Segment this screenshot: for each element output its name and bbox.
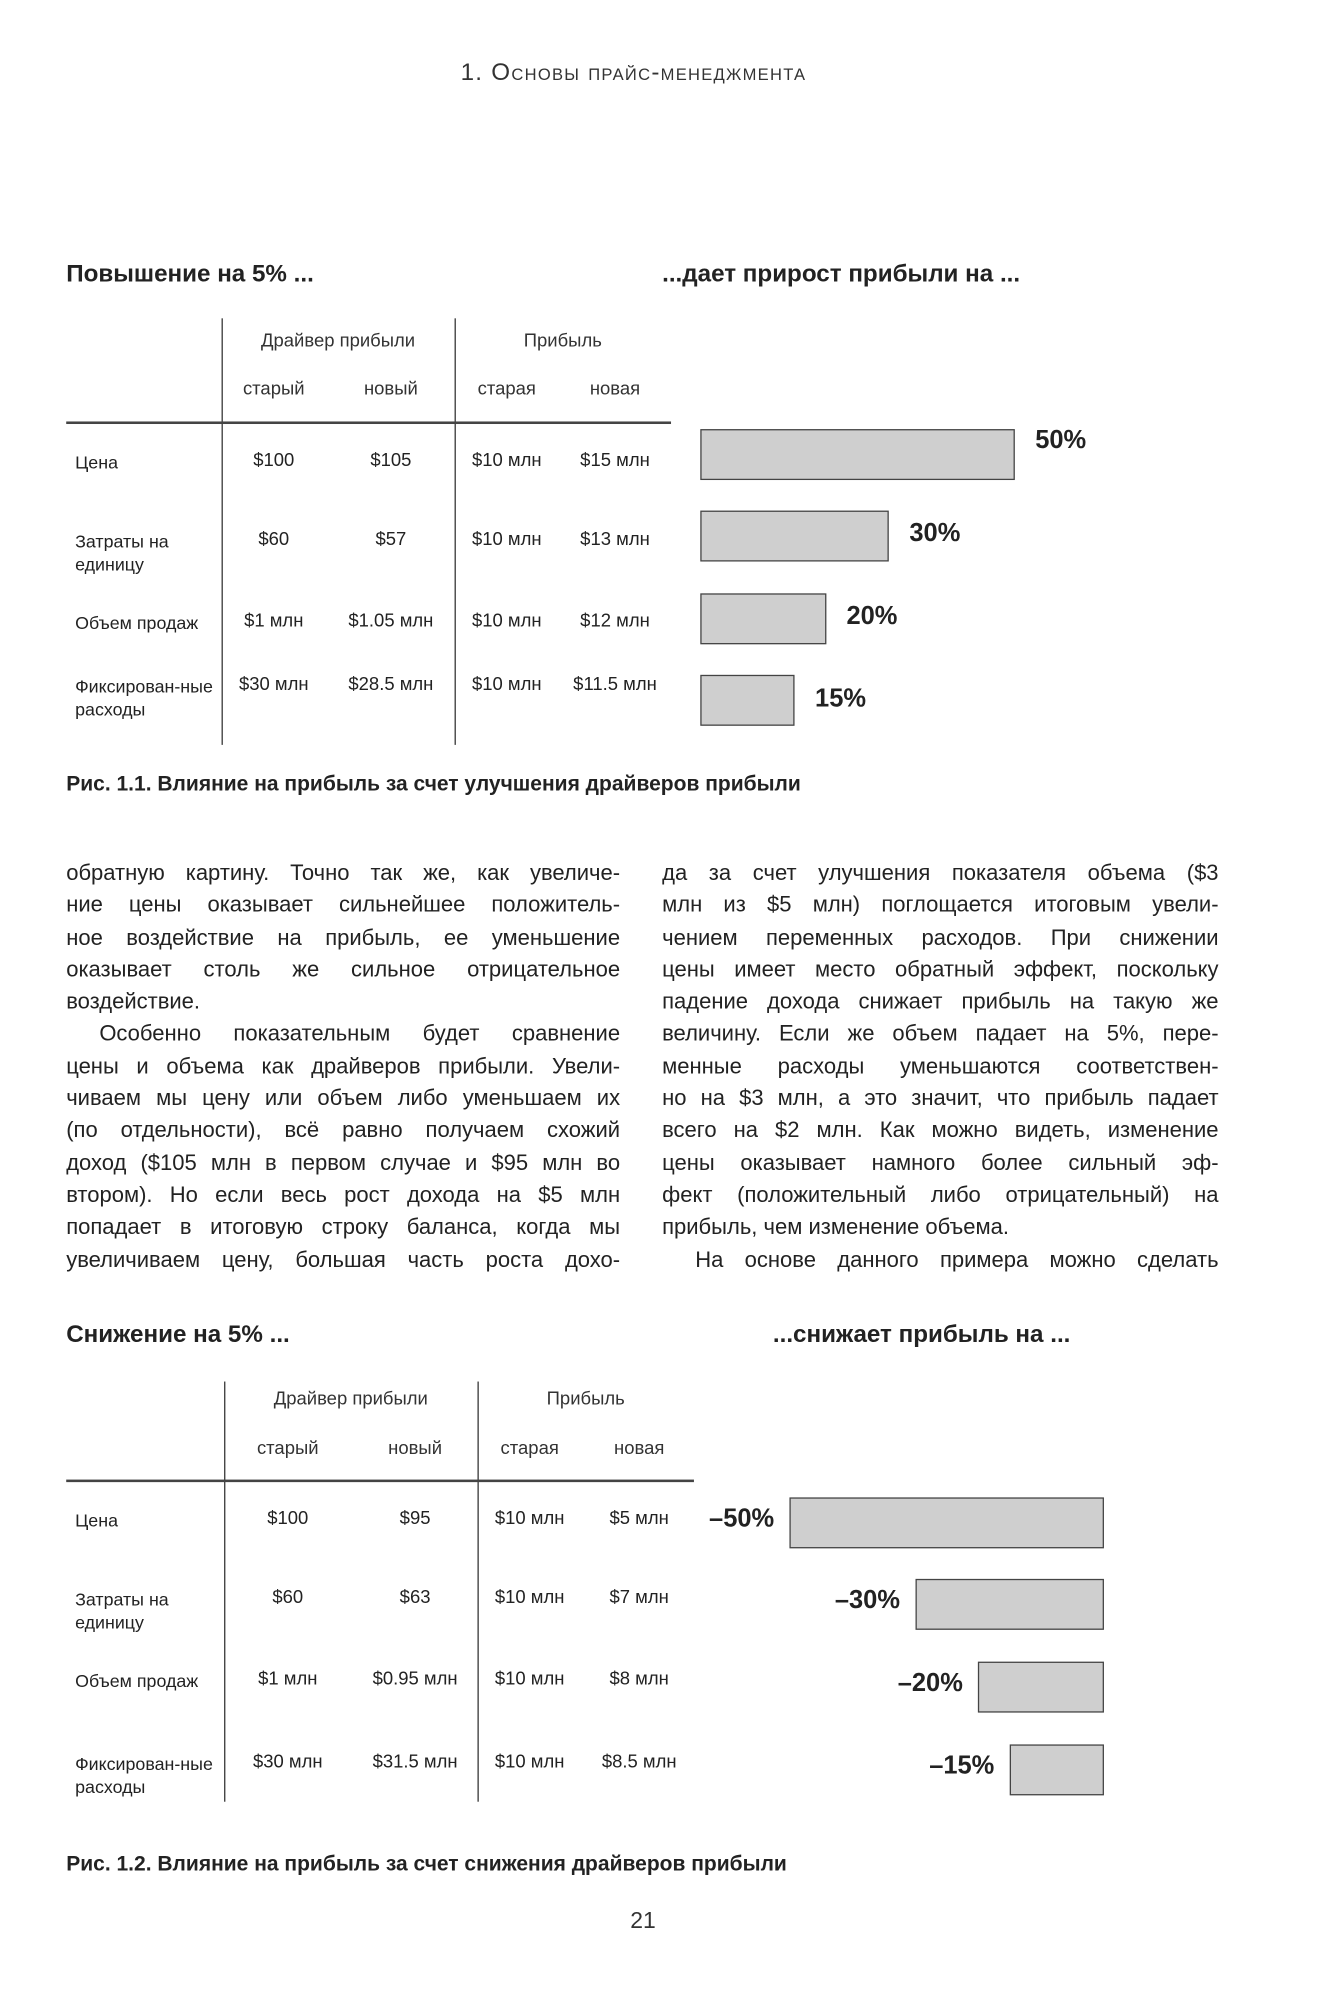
table-cell: $10 млн xyxy=(471,674,542,696)
column-group-header: Прибыль xyxy=(523,331,602,352)
table-cell: $95 xyxy=(399,1508,431,1530)
text-line: попадает в итоговую строку баланса, когда мы xyxy=(66,1213,621,1240)
table-cell: $7 млн xyxy=(609,1587,669,1609)
table-cell: $10 млн xyxy=(494,1587,565,1609)
table-cell: $0.95 млн xyxy=(372,1669,458,1690)
text-line: фект (положительный либо отрицательный) на xyxy=(662,1181,1219,1208)
column-subheader: старая xyxy=(477,379,536,400)
text-line: На основе данного примера можно сделать xyxy=(695,1246,1219,1272)
table-cell: $13 млн xyxy=(580,529,650,551)
text-line: величину. Если же объем падает на 5%, пере- xyxy=(662,1020,1219,1046)
running-header: 1. Основы прайс-менеджмента xyxy=(460,59,807,87)
text-line: всего на $2 млн. Как можно видеть, изменение xyxy=(662,1117,1219,1143)
row-label: Цена xyxy=(75,452,118,473)
column-subheader: старый xyxy=(242,379,305,400)
table-cell: $30 млн xyxy=(252,1752,323,1773)
table-cell: $28.5 млн xyxy=(348,674,434,696)
table-cell: $1.05 млн xyxy=(348,611,434,632)
table-cell: $5 млн xyxy=(609,1508,669,1530)
table-cell: $105 xyxy=(370,450,412,472)
column-subheader: старый xyxy=(256,1438,319,1460)
column-group-header: Прибыль xyxy=(546,1389,625,1410)
text-line: втором). Но если весь рост дохода на $5 млн xyxy=(66,1181,621,1208)
table-cell: $100 xyxy=(267,1508,309,1530)
text-line: обратную картину. Точно так же, как увеличе- xyxy=(66,859,621,885)
table-cell: $10 млн xyxy=(494,1752,565,1773)
column-group-header: Драйвер прибыли xyxy=(260,331,416,352)
text-line: Особенно показательным будет сравнение xyxy=(99,1020,621,1046)
table-cell: $60 xyxy=(258,529,290,551)
table-header-rule xyxy=(66,421,671,424)
text-line: да за счет улучшения показателя объема ($3 xyxy=(662,859,1219,885)
text-column-left xyxy=(66,857,620,1276)
bar-value-label: 15% xyxy=(815,685,867,714)
text-line: но на $3 млн, а это значит, что прибыль падает xyxy=(662,1084,1219,1111)
table-cell: $1 млн xyxy=(258,1669,318,1690)
text-line: цены и объема как драйверов прибыли. Увели- xyxy=(66,1052,621,1079)
figure-left-heading: Снижение на 5% ... xyxy=(66,1321,290,1349)
bar-value-label: –15% xyxy=(929,1752,995,1781)
figure-caption: Рис. 1.2. Влияние на прибыль за счет снижения драйверов прибыли xyxy=(66,1852,787,1876)
profit-bar xyxy=(700,593,826,644)
text-line: оказывает столь же сильное отрицательное xyxy=(66,956,621,982)
profit-bar xyxy=(915,1579,1104,1630)
profit-bar xyxy=(700,429,1015,480)
table-cell: $60 xyxy=(272,1587,304,1609)
bar-value-label: 20% xyxy=(846,602,898,631)
row-label: Объем продаж xyxy=(75,612,199,633)
bar-value-label: –50% xyxy=(709,1505,775,1534)
row-label: Затраты на единицу xyxy=(75,1589,169,1633)
text-line: чиваем мы цену или объем либо уменьшаем их xyxy=(66,1084,621,1111)
text-line: увеличиваем цену, большая часть роста дохо- xyxy=(66,1246,621,1272)
table-cell: $8.5 млн xyxy=(601,1752,677,1773)
text-line: падение дохода снижает прибыль на такую же xyxy=(662,988,1219,1014)
column-subheader: старая xyxy=(500,1438,559,1460)
profit-bar xyxy=(789,1497,1104,1548)
text-line: млн из $5 млн) поглощается итоговым увели- xyxy=(662,891,1219,918)
row-label: Фиксирован-ные расходы xyxy=(75,676,213,720)
column-subheader: новая xyxy=(589,379,641,400)
table-cell: $100 xyxy=(253,450,295,472)
table-cell: $15 млн xyxy=(580,450,650,472)
text-line: доход ($105 млн в первом случае и $95 млн во xyxy=(66,1149,621,1175)
column-subheader: новая xyxy=(614,1438,665,1460)
text-line: прибыль, чем изменение объема. xyxy=(662,1213,1009,1240)
row-label: Фиксирован-ные расходы xyxy=(75,1753,213,1797)
figure-left-heading: Повышение на 5% ... xyxy=(66,261,314,288)
table-cell: $10 млн xyxy=(471,529,542,551)
text-column-right xyxy=(662,857,1218,1276)
text-line: менные расходы уменьшаются соответствен- xyxy=(662,1052,1219,1079)
figure-caption: Рис. 1.1. Влияние на прибыль за счет улучшения драйверов прибыли xyxy=(66,772,801,796)
profit-bar xyxy=(700,675,794,726)
table-cell: $1 млн xyxy=(244,611,304,632)
table-cell: $63 xyxy=(399,1587,431,1609)
table-cell: $8 млн xyxy=(609,1669,669,1690)
bar-value-label: –20% xyxy=(897,1669,963,1698)
table-cell: $10 млн xyxy=(494,1508,565,1530)
row-label: Затраты на единицу xyxy=(75,530,169,575)
figure-right-heading: ...дает прирост прибыли на ... xyxy=(662,261,1021,288)
text-line: чением переменных расходов. При снижении xyxy=(662,923,1219,950)
table-cell: $12 млн xyxy=(580,611,650,632)
table-cell: $10 млн xyxy=(494,1669,565,1690)
text-line: цены оказывает намного более сильный эф- xyxy=(662,1149,1219,1175)
text-line: (по отдельности), всё равно получаем схожий xyxy=(66,1117,621,1143)
figure-right-heading: ...снижает прибыль на ... xyxy=(772,1321,1071,1349)
column-subheader: новый xyxy=(363,379,418,400)
text-line: цены имеет место обратный эффект, поскольку xyxy=(662,956,1219,982)
profit-bar xyxy=(1010,1744,1104,1795)
table-cell: $30 млн xyxy=(238,674,309,696)
profit-bar xyxy=(978,1662,1104,1713)
table-cell: $31.5 млн xyxy=(372,1752,458,1773)
text-line: ное воздействие на прибыль, ее уменьшение xyxy=(66,923,621,950)
text-line: воздействие. xyxy=(66,988,201,1014)
profit-bar xyxy=(700,511,889,562)
row-label: Объем продаж xyxy=(75,1670,199,1691)
table-cell: $10 млн xyxy=(471,450,542,472)
table-cell: $57 xyxy=(375,529,407,551)
row-label: Цена xyxy=(75,1510,118,1531)
page-number: 21 xyxy=(630,1907,656,1933)
table-header-rule xyxy=(66,1480,694,1483)
bar-value-label: 30% xyxy=(909,519,961,548)
column-subheader: новый xyxy=(388,1438,443,1460)
text-line: ние цены оказывает сильнейшее положитель- xyxy=(66,891,621,918)
bar-value-label: 50% xyxy=(1035,426,1087,455)
table-cell: $11.5 млн xyxy=(573,674,657,696)
table-cell: $10 млн xyxy=(471,611,542,632)
bar-value-label: –30% xyxy=(834,1586,900,1615)
column-group-header: Драйвер прибыли xyxy=(273,1389,428,1410)
